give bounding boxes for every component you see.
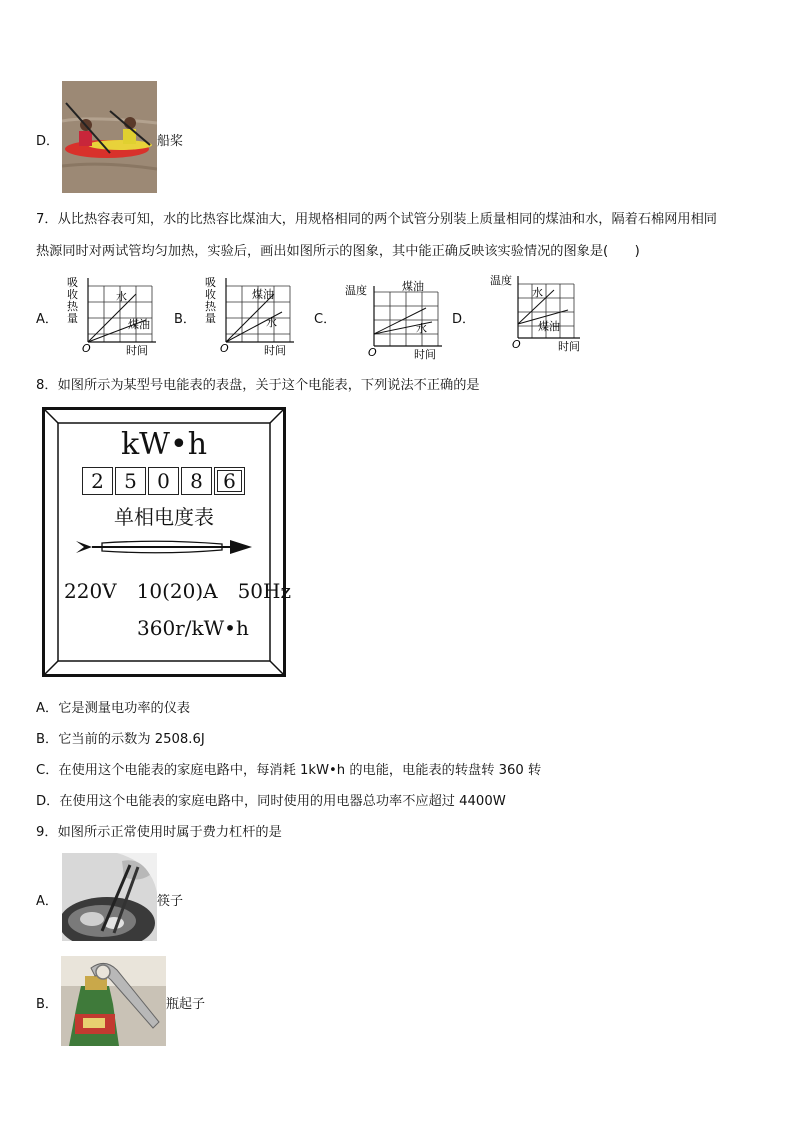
electric-meter-dial bbox=[42, 407, 291, 677]
meter-name: 单相电度表 bbox=[114, 505, 214, 529]
q9-option-a-letter: A． bbox=[36, 894, 58, 909]
q8-option-b: B．它当前的示数为 2508.6J bbox=[36, 732, 205, 747]
q7-b-ylabel-4: 量 bbox=[205, 312, 216, 325]
meter-digit: 8 bbox=[181, 467, 212, 495]
meter-digit: 2 bbox=[82, 467, 113, 495]
bottle-opener-photo bbox=[61, 956, 166, 1046]
q7-a-ylabel-3: 热 bbox=[67, 300, 78, 313]
q7-option-d-letter: D． bbox=[452, 312, 476, 327]
q8-option-d: D．在使用这个电能表的家庭电路中，同时使用的用电器总功率不应超过 4400W bbox=[36, 794, 506, 809]
q7-d-lower-label: 煤油 bbox=[538, 320, 560, 333]
meter-digit: 5 bbox=[115, 467, 146, 495]
q6-option-d-letter: D． bbox=[36, 134, 60, 149]
q7-text-line1: 7．从比热容表可知，水的比热容比煤油大，用规格相同的两个试管分别装上质量相同的煤油和水，隔着石棉网用相同 bbox=[36, 212, 717, 227]
q7-c-origin: O bbox=[368, 346, 377, 359]
q7-b-upper-label: 煤油 bbox=[252, 288, 274, 301]
q7-b-origin: O bbox=[220, 342, 229, 355]
q7-a-lower-label: 煤油 bbox=[128, 318, 150, 331]
q9-option-a-caption: 筷子 bbox=[157, 894, 184, 909]
q7-b-ylabel-1: 吸 bbox=[205, 276, 216, 289]
q8-option-a: A．它是测量电功率的仪表 bbox=[36, 701, 191, 716]
q7-c-upper-label: 煤油 bbox=[402, 280, 424, 293]
q7-c-xlabel: 时间 bbox=[414, 348, 436, 361]
q9-option-b-letter: B． bbox=[36, 997, 58, 1012]
meter-decimal-digit: 6 bbox=[214, 467, 245, 495]
q7-d-ylabel: 温度 bbox=[490, 274, 512, 287]
q7-c-ylabel: 温度 bbox=[345, 284, 367, 297]
q7-b-ylabel-2: 收 bbox=[205, 288, 216, 301]
q7-option-b-letter: B． bbox=[174, 312, 196, 327]
q8-option-c: C．在使用这个电能表的家庭电路中，每消耗 1kW•h 的电能，电能表的转盘转 360 转 bbox=[36, 763, 542, 778]
q7-b-lower-label: 水 bbox=[266, 316, 277, 329]
meter-unit: kW•h bbox=[120, 427, 208, 462]
q9-option-b-caption: 瓶起子 bbox=[166, 997, 206, 1012]
q7-graph-a bbox=[64, 272, 160, 362]
q7-d-xlabel: 时间 bbox=[558, 340, 580, 353]
kayak-photo bbox=[62, 81, 157, 193]
q9-text: 9．如图所示正常使用时属于费力杠杆的是 bbox=[36, 825, 282, 840]
q7-graph-c bbox=[344, 276, 444, 366]
q7-a-upper-label: 水 bbox=[116, 290, 127, 303]
q7-option-a-letter: A． bbox=[36, 312, 58, 327]
q6-option-d-caption: 船桨 bbox=[157, 134, 184, 149]
meter-digit: 0 bbox=[148, 467, 179, 495]
q7-b-xlabel: 时间 bbox=[264, 344, 286, 357]
q7-c-lower-label: 水 bbox=[416, 322, 427, 335]
q7-a-ylabel-2: 收 bbox=[67, 288, 78, 301]
q7-a-origin: O bbox=[82, 342, 91, 355]
q7-a-xlabel: 时间 bbox=[126, 344, 148, 357]
meter-digit-window bbox=[82, 467, 247, 495]
q7-d-upper-label: 水 bbox=[532, 286, 543, 299]
q7-text-line2: 热源同时对两试管均匀加热，实验后，画出如图所示的图象，其中能正确反映该实验情况的图象是( ) bbox=[36, 244, 640, 259]
meter-constant: 360r/kW•h bbox=[137, 616, 249, 640]
q7-option-c-letter: C． bbox=[314, 312, 337, 327]
chopsticks-photo bbox=[62, 853, 157, 941]
q8-text: 8．如图所示为某型号电能表的表盘，关于这个电能表，下列说法不正确的是 bbox=[36, 378, 480, 393]
q7-graph-b bbox=[202, 272, 298, 362]
q7-b-ylabel-3: 热 bbox=[205, 300, 216, 313]
q7-graph-d bbox=[488, 270, 588, 360]
q7-a-ylabel-1: 吸 bbox=[67, 276, 78, 289]
q7-a-ylabel-4: 量 bbox=[67, 312, 78, 325]
q7-d-origin: O bbox=[512, 338, 521, 351]
meter-ratings: 220V 10(20)A 50Hz bbox=[64, 579, 291, 603]
